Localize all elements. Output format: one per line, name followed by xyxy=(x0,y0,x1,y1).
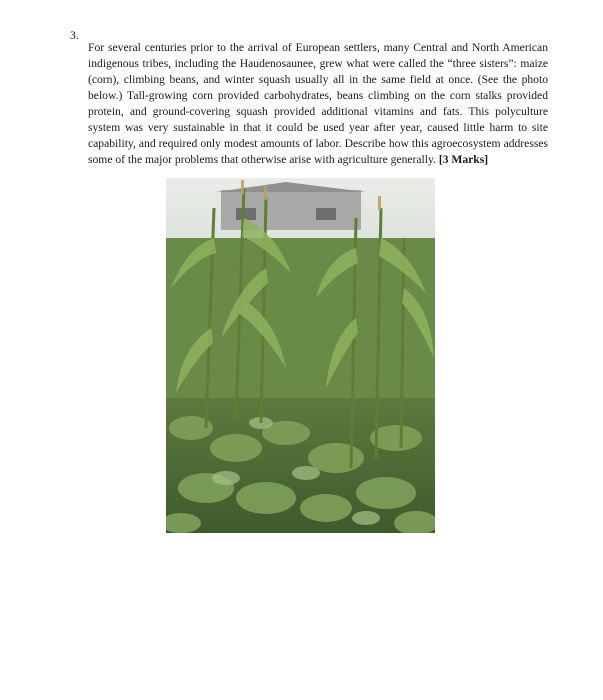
question-number: 3. xyxy=(70,29,79,42)
question-block xyxy=(70,28,548,179)
question-text-paragraph xyxy=(88,40,548,168)
question-text: For several centuries prior to the arrival of European settlers, many Central and North American indigenous tribes, including the Haudenosaunee, grew what were called the “three sisters”: maize (corn), climbing beans, and winter squash usually all in the same field at once. (See the photo below.) Tall-growing corn provided carbohydrates, beans climbing on the corn stalks provided protein, and ground-covering squash provided additional vitamins and fats. This polyculture system was very sustainable in that it could be used year after year, caused little harm to site capability, and required only modest amounts of labor. Describe how this agroecosystem addresses some of the major problems that otherwise arise with agriculture generally. xyxy=(88,40,548,166)
question-marks: [3 Marks] xyxy=(438,152,489,166)
three-sisters-garden-photo xyxy=(166,178,435,533)
